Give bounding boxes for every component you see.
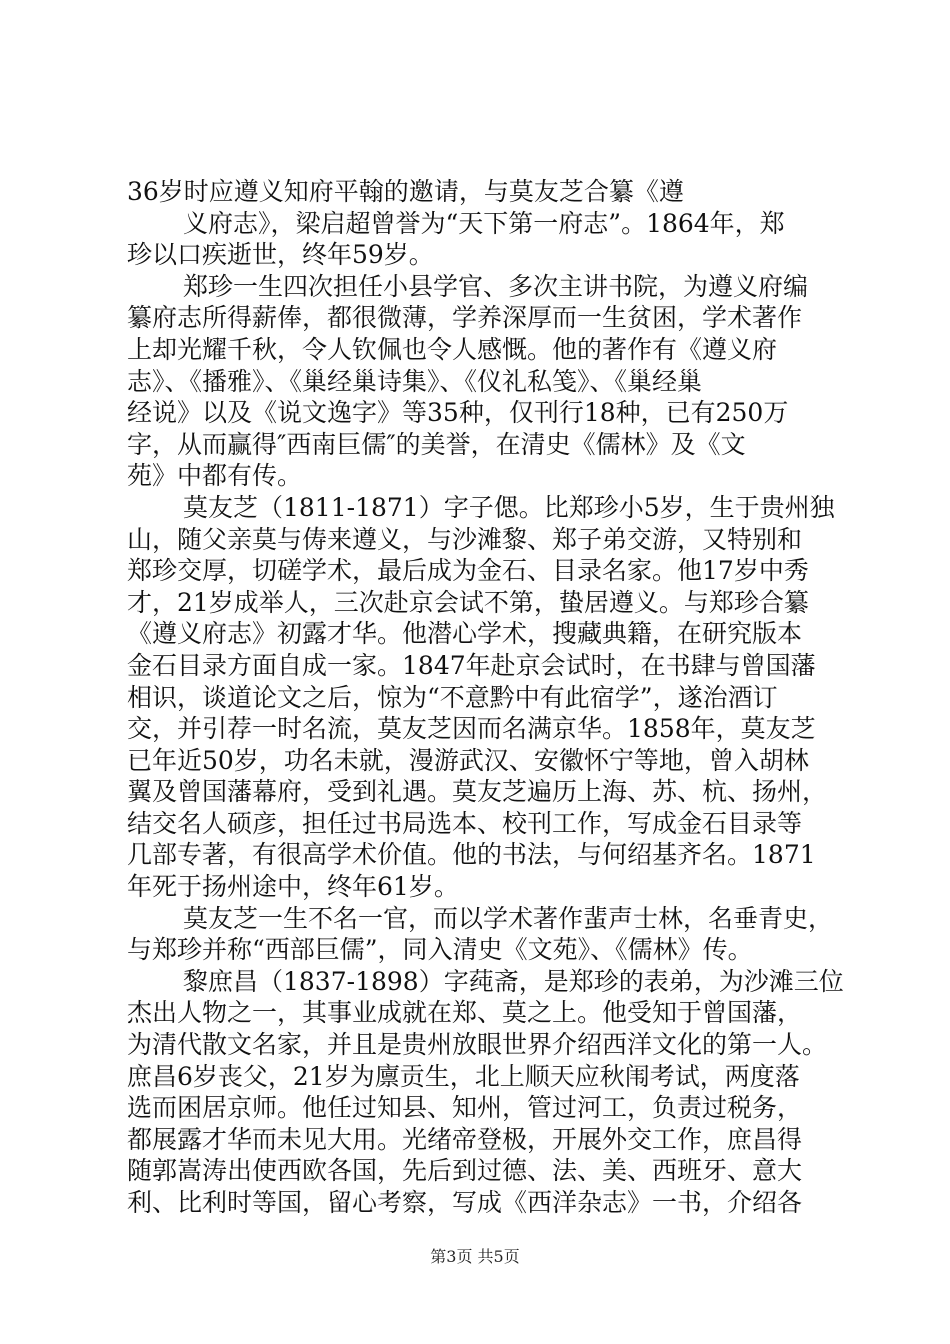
text-line: 莫友芝（1811-1871）字子偲。比郑珍小5岁，生于贵州独 — [183, 492, 835, 522]
page-footer: 第3页 共5页 — [430, 1247, 520, 1266]
text-line: 山，随父亲莫与俦来遵义，与沙滩黎、郑子弟交游，又特别和 — [127, 524, 803, 554]
text-line: 为清代散文名家，并且是贵州放眼世界介绍西洋文化的第一人。 — [127, 1030, 828, 1060]
text-line: 金石目录方面自成一家。1847年赴京会试时，在书肆与曾国藩 — [127, 650, 816, 680]
text-line: 36岁时应遵义知府平翰的邀请，与莫友芝合纂《遵 — [127, 177, 684, 206]
text-line: 经说》以及《说文逸字》等35种，仅刊行18种，已有250万 — [127, 398, 789, 428]
text-line: 黎庶昌（1837-1898）字莼斋，是郑珍的表弟，为沙滩三位 — [183, 966, 844, 996]
text-line: 庶昌6岁丧父，21岁为廪贡生，北上顺天应秋闱考试，两度落 — [127, 1061, 800, 1091]
text-line: 义府志》，梁启超曾誉为“天下第一府志”。1864年，郑 — [183, 208, 785, 238]
text-line: 选而困居京师。他任过知县、知州，管过河工，负责过税务， — [127, 1093, 803, 1123]
text-line: 已年近50岁，功名未就，漫游武汉、安徽怀宁等地，曾入胡林 — [127, 745, 809, 775]
document-body — [127, 176, 847, 1219]
text-line: 利、比利时等国，留心考察，写成《西洋杂志》一书，介绍各 — [127, 1188, 803, 1217]
text-line: 随郭嵩涛出使西欧各国，先后到过德、法、美、西班牙、意大 — [127, 1156, 803, 1186]
text-line: 都展露才华而未见大用。光绪帝登极，开展外交工作，庶昌得 — [127, 1124, 803, 1154]
text-line: 相识，谈道论文之后，惊为“不意黔中有此宿学”，遂治酒订 — [127, 682, 778, 712]
text-line: 结交名人硕彦，担任过书局选本、校刊工作，写成金石目录等 — [127, 808, 803, 838]
text-line: 字，从而赢得″西南巨儒″的美誉，在清史《儒林》及《文 — [127, 429, 746, 459]
text-line: 郑珍一生四次担任小县学官、多次主讲书院，为遵义府编 — [183, 271, 809, 301]
text-line: 珍以口疾逝世，终年59岁。 — [127, 240, 434, 270]
text-line: 翼及曾国藩幕府，受到礼遇。莫友芝遍历上海、苏、杭、扬州， — [127, 777, 828, 807]
text-line: 纂府志所得薪俸，都很微薄，学养深厚而一生贫困，学术著作 — [127, 303, 803, 333]
text-line: 上却光耀千秋，令人钦佩也令人感慨。他的著作有《遵义府 — [127, 334, 778, 364]
text-line: 苑》中都有传。 — [127, 461, 303, 491]
text-line: 志》、《播雅》、《巢经巢诗集》、《仪礼私笺》、《巢经巢 — [127, 366, 703, 396]
text-line: 杰出人物之一，其事业成就在郑、莫之上。他受知于曾国藩， — [127, 998, 803, 1028]
text-line: 才，21岁成举人，三次赴京会试不第，蛰居遵义。与郑珍合纂 — [127, 587, 809, 617]
text-line: 莫友芝一生不名一官，而以学术著作蜚声士林，名垂青史， — [183, 903, 834, 933]
text-line: 与郑珍并称“西部巨儒”，同入清史《文苑》、《儒林》传。 — [127, 935, 753, 965]
text-line: 郑珍交厚，切磋学术，最后成为金石、目录名家。他17岁中秀 — [127, 556, 809, 586]
text-line: 年死于扬州途中，终年61岁。 — [127, 872, 459, 902]
text-line: 《遵义府志》初露才华。他潜心学术，搜藏典籍，在研究版本 — [127, 619, 803, 649]
text-line: 几部专著，有很高学术价值。他的书法，与何绍基齐名。1871 — [127, 840, 816, 870]
text-line: 交，并引荐一时名流，莫友芝因而名满京华。1858年，莫友芝 — [127, 714, 816, 744]
